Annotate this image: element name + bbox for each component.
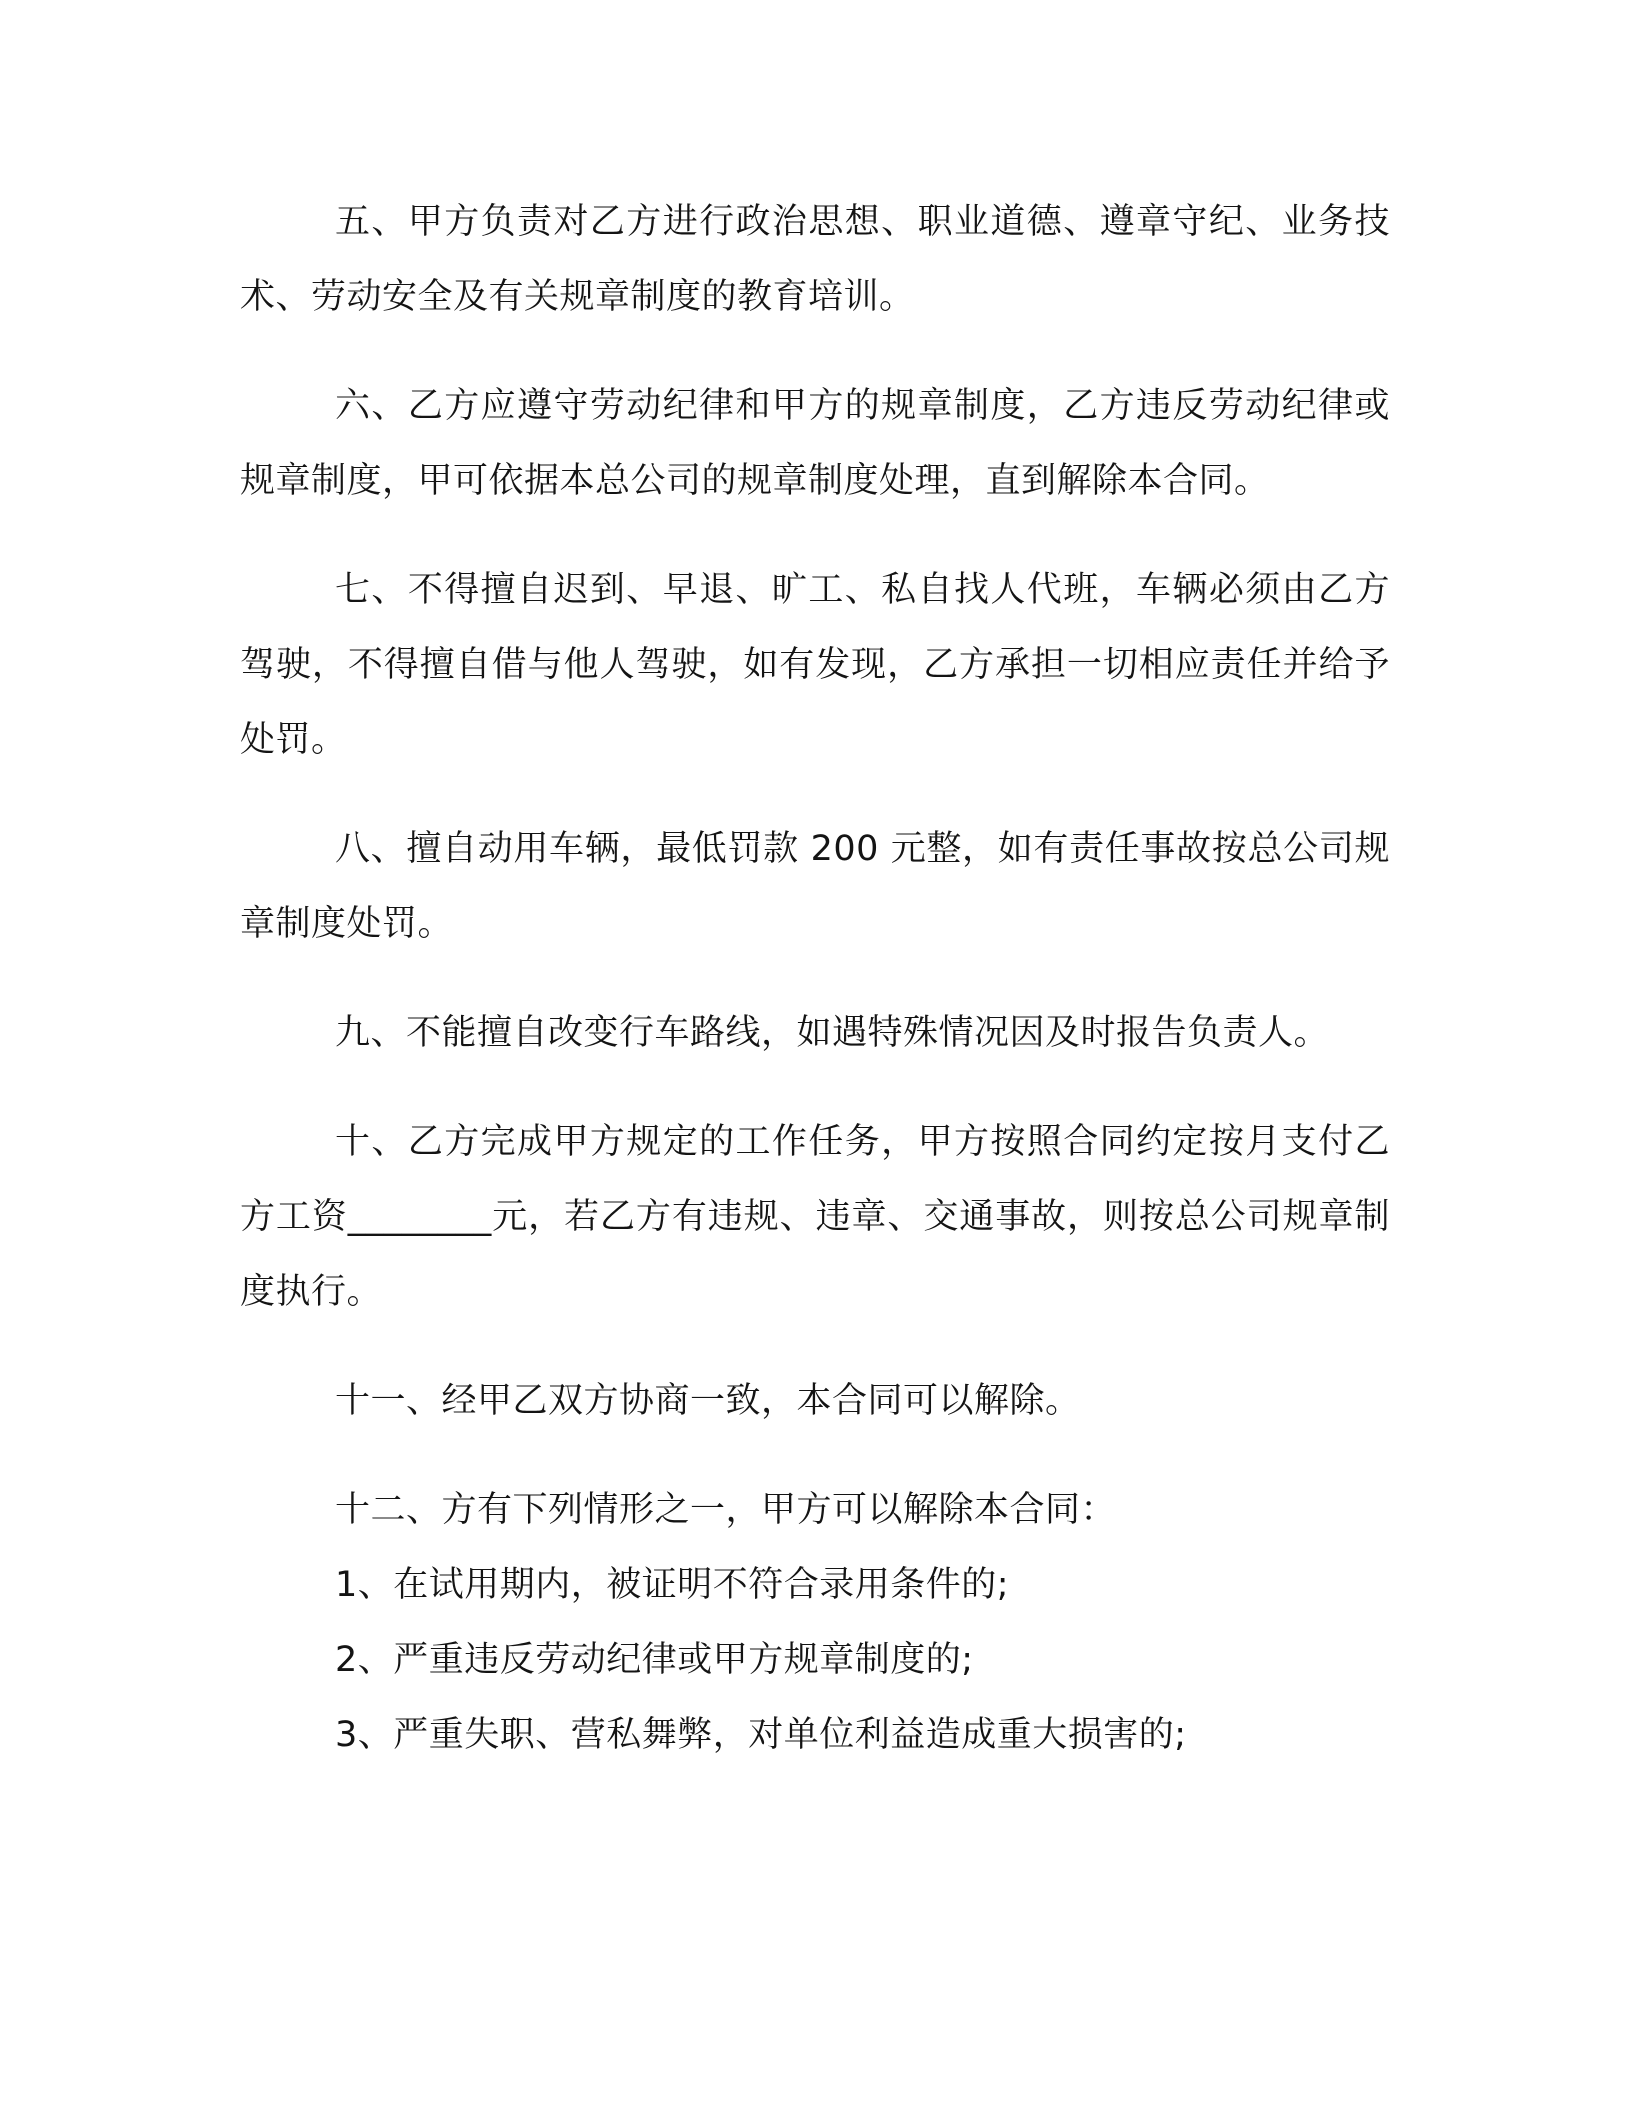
list-item: 3、严重失职、营私舞弊，对单位利益造成重大损害的; — [335, 1715, 1187, 1755]
document-body — [240, 185, 1390, 1773]
clause-9: 九、不能擅自改变行车路线，如遇特殊情况因及时报告负责人。 — [335, 1013, 1330, 1053]
list-item: 2、严重违反劳动纪律或甲方规章制度的; — [335, 1640, 974, 1680]
clause-5: 五、甲方负责对乙方进行政治思想、职业道德、遵章守纪、业务技术、劳动安全及有关规章制度的教育培训。 — [240, 202, 1390, 317]
clause-6: 六、乙方应遵守劳动纪律和甲方的规章制度，乙方违反劳动纪律或规章制度，甲可依据本总公司的规章制度处理，直到解除本合同。 — [240, 386, 1390, 501]
clause-10: 十、乙方完成甲方规定的工作任务，甲方按照合同约定按月支付乙方工资________元，若乙方有违规、违章、交通事故，则按总公司规章制度执行。 — [240, 1122, 1390, 1312]
clause-8: 八、擅自动用车辆，最低罚款 200 元整，如有责任事故按总公司规章制度处罚。 — [240, 829, 1390, 944]
list-item: 1、在试用期内，被证明不符合录用条件的; — [335, 1565, 1010, 1605]
clause-12: 十二、方有下列情形之一，甲方可以解除本合同： — [335, 1490, 1117, 1530]
clause-11: 十一、经甲乙双方协商一致，本合同可以解除。 — [335, 1381, 1081, 1421]
clause-7: 七、不得擅自迟到、早退、旷工、私自找人代班，车辆必须由乙方驾驶，不得擅自借与他人驾驶，如有发现，乙方承担一切相应责任并给予处罚。 — [240, 570, 1390, 760]
